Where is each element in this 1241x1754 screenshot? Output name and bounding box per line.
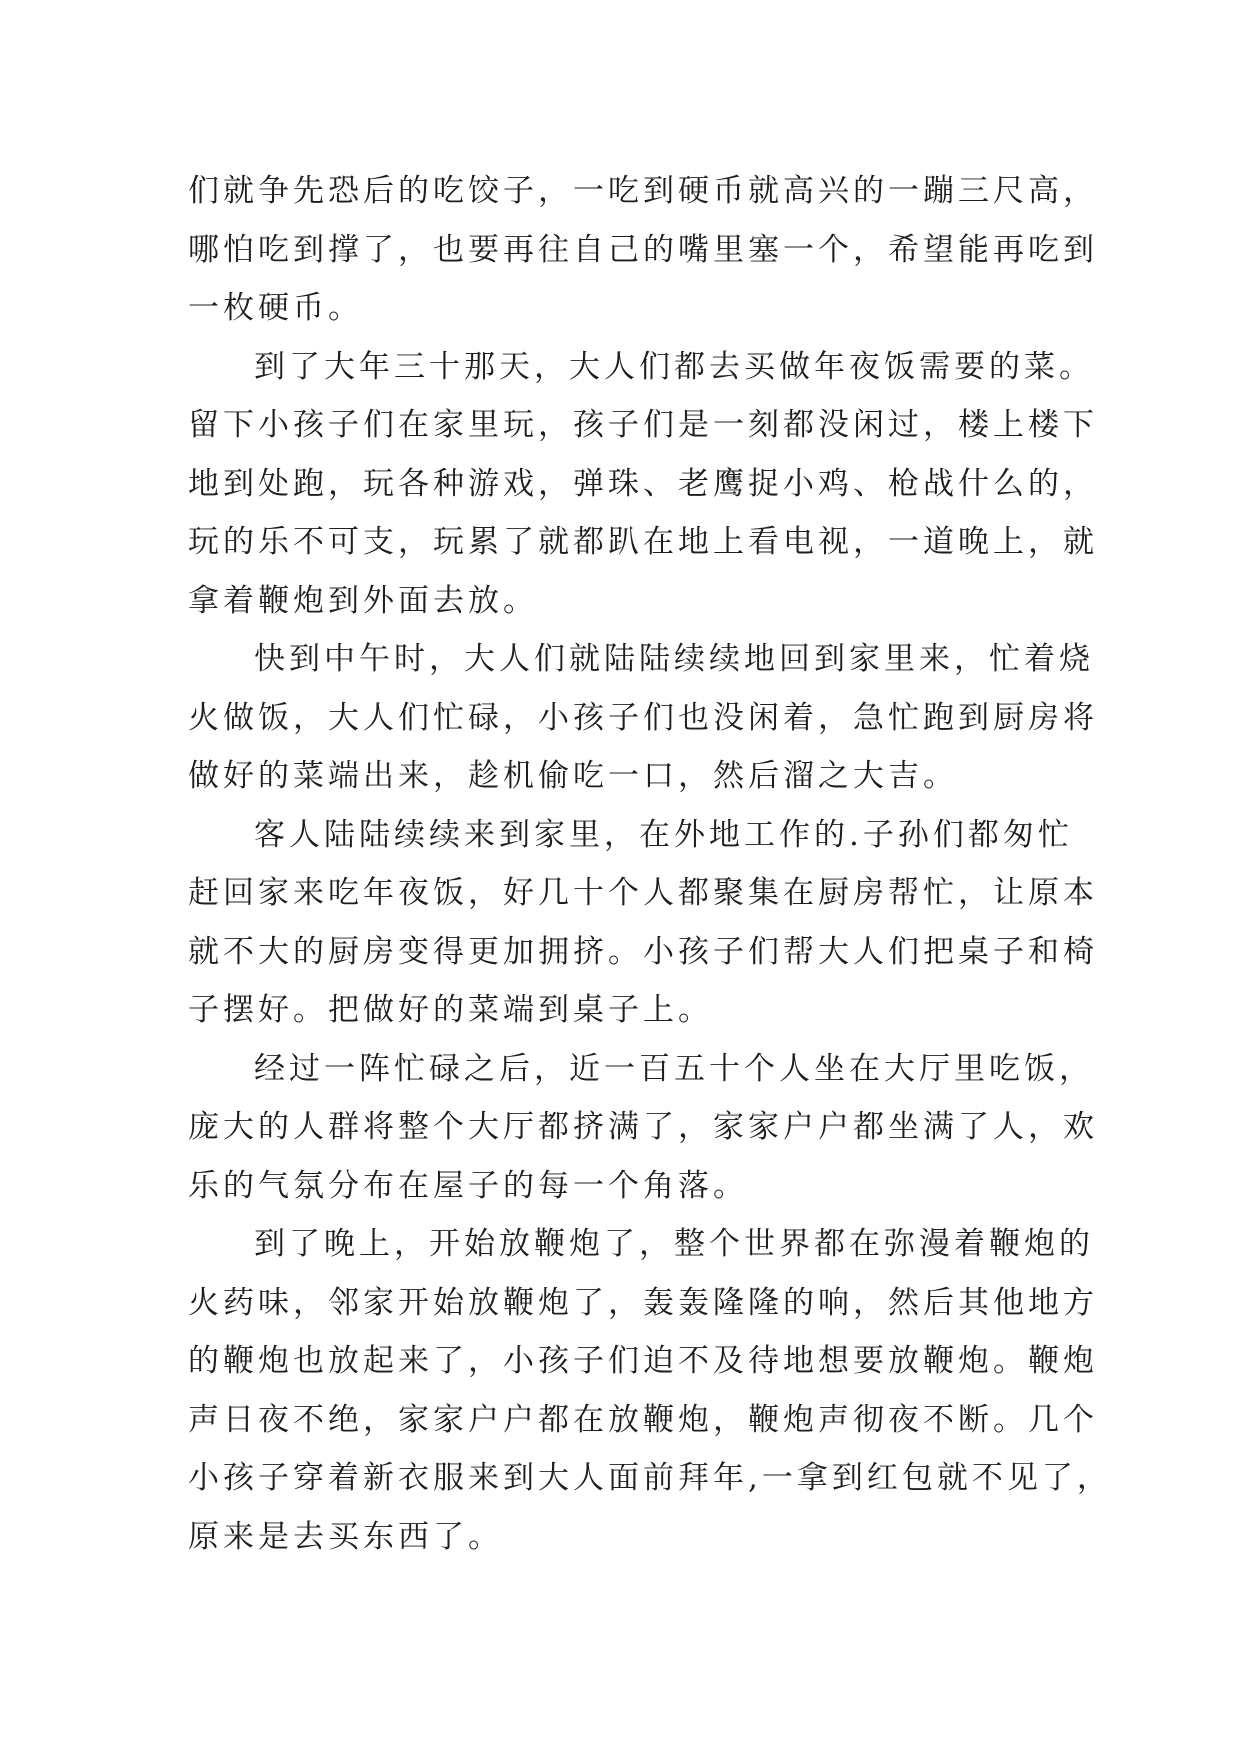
text-line: 火药味，邻家开始放鞭炮了，轰轰隆隆的响，然后其他地方: [188, 1284, 1098, 1321]
text-line: 哪怕吃到撑了，也要再往自己的嘴里塞一个，希望能再吃到: [188, 231, 1098, 268]
text-line: 玩的乐不可支，玩累了就都趴在地上看电视，一道晚上，就: [188, 524, 1098, 560]
text-line: 就不大的厨房变得更加拥挤。小孩子们帮大人们把桌子和椅: [188, 933, 1098, 970]
paragraph-1: [188, 162, 1098, 338]
paragraph-5: [188, 1040, 1098, 1216]
text-line: 原来是去买东西了。: [188, 1518, 503, 1555]
text-line: 子摆好。把做好的菜端到桌子上。: [188, 992, 713, 1028]
text-line: 到了大年三十那天，大人们都去买做年夜饭需要的菜。: [254, 348, 1094, 385]
text-line: 声日夜不绝，家家户户都在放鞭炮，鞭炮声彻夜不断。几个: [188, 1401, 1098, 1438]
text-line: 地到处跑，玩各种游戏，弹珠、老鹰捉小鸡、枪战什么的，: [188, 465, 1098, 502]
text-line: 做好的菜端出来，趁机偷吃一口，然后溜之大吉。: [188, 758, 958, 794]
text-line: 庞大的人群将整个大厅都挤满了，家家户户都坐满了人，欢: [188, 1109, 1098, 1145]
text-line: 客人陆陆续续来到家里，在外地工作的.子孙们都匆忙: [254, 816, 1073, 853]
document-body: [188, 162, 1112, 1566]
text-line: 到了晚上，开始放鞭炮了，整个世界都在弥漫着鞭炮的: [254, 1226, 1094, 1262]
paragraph-3: [188, 630, 1098, 806]
text-line: 的鞭炮也放起来了，小孩子们迫不及待地想要放鞭炮。鞭炮: [188, 1343, 1098, 1379]
text-line: 经过一阵忙碌之后，近一百五十个人坐在大厅里吃饭，: [254, 1050, 1094, 1087]
text-line: 赶回家来吃年夜饭，好几十个人都聚集在厨房帮忙，让原本: [188, 875, 1098, 911]
paragraph-4: [188, 806, 1098, 1040]
paragraph-2: [188, 338, 1098, 631]
text-line: 乐的气氛分布在屋子的每一个角落。: [188, 1167, 748, 1204]
paragraph-6: [188, 1215, 1112, 1566]
text-line: 火做饭，大人们忙碌，小孩子们也没闲着，急忙跑到厨房将: [188, 699, 1098, 736]
text-line: 留下小孩子们在家里玩，孩子们是一刻都没闲过，楼上楼下: [188, 407, 1098, 443]
text-line: 们就争先恐后的吃饺子，一吃到硬币就高兴的一蹦三尺高，: [188, 173, 1098, 209]
text-line: 快到中午时，大人们就陆陆续续地回到家里来，忙着烧: [254, 641, 1094, 677]
text-line: 一枚硬币。: [188, 290, 363, 326]
text-line: 小孩子穿着新衣服来到大人面前拜年,一拿到红包就不见了，: [188, 1460, 1112, 1496]
text-line: 拿着鞭炮到外面去放。: [188, 582, 538, 619]
